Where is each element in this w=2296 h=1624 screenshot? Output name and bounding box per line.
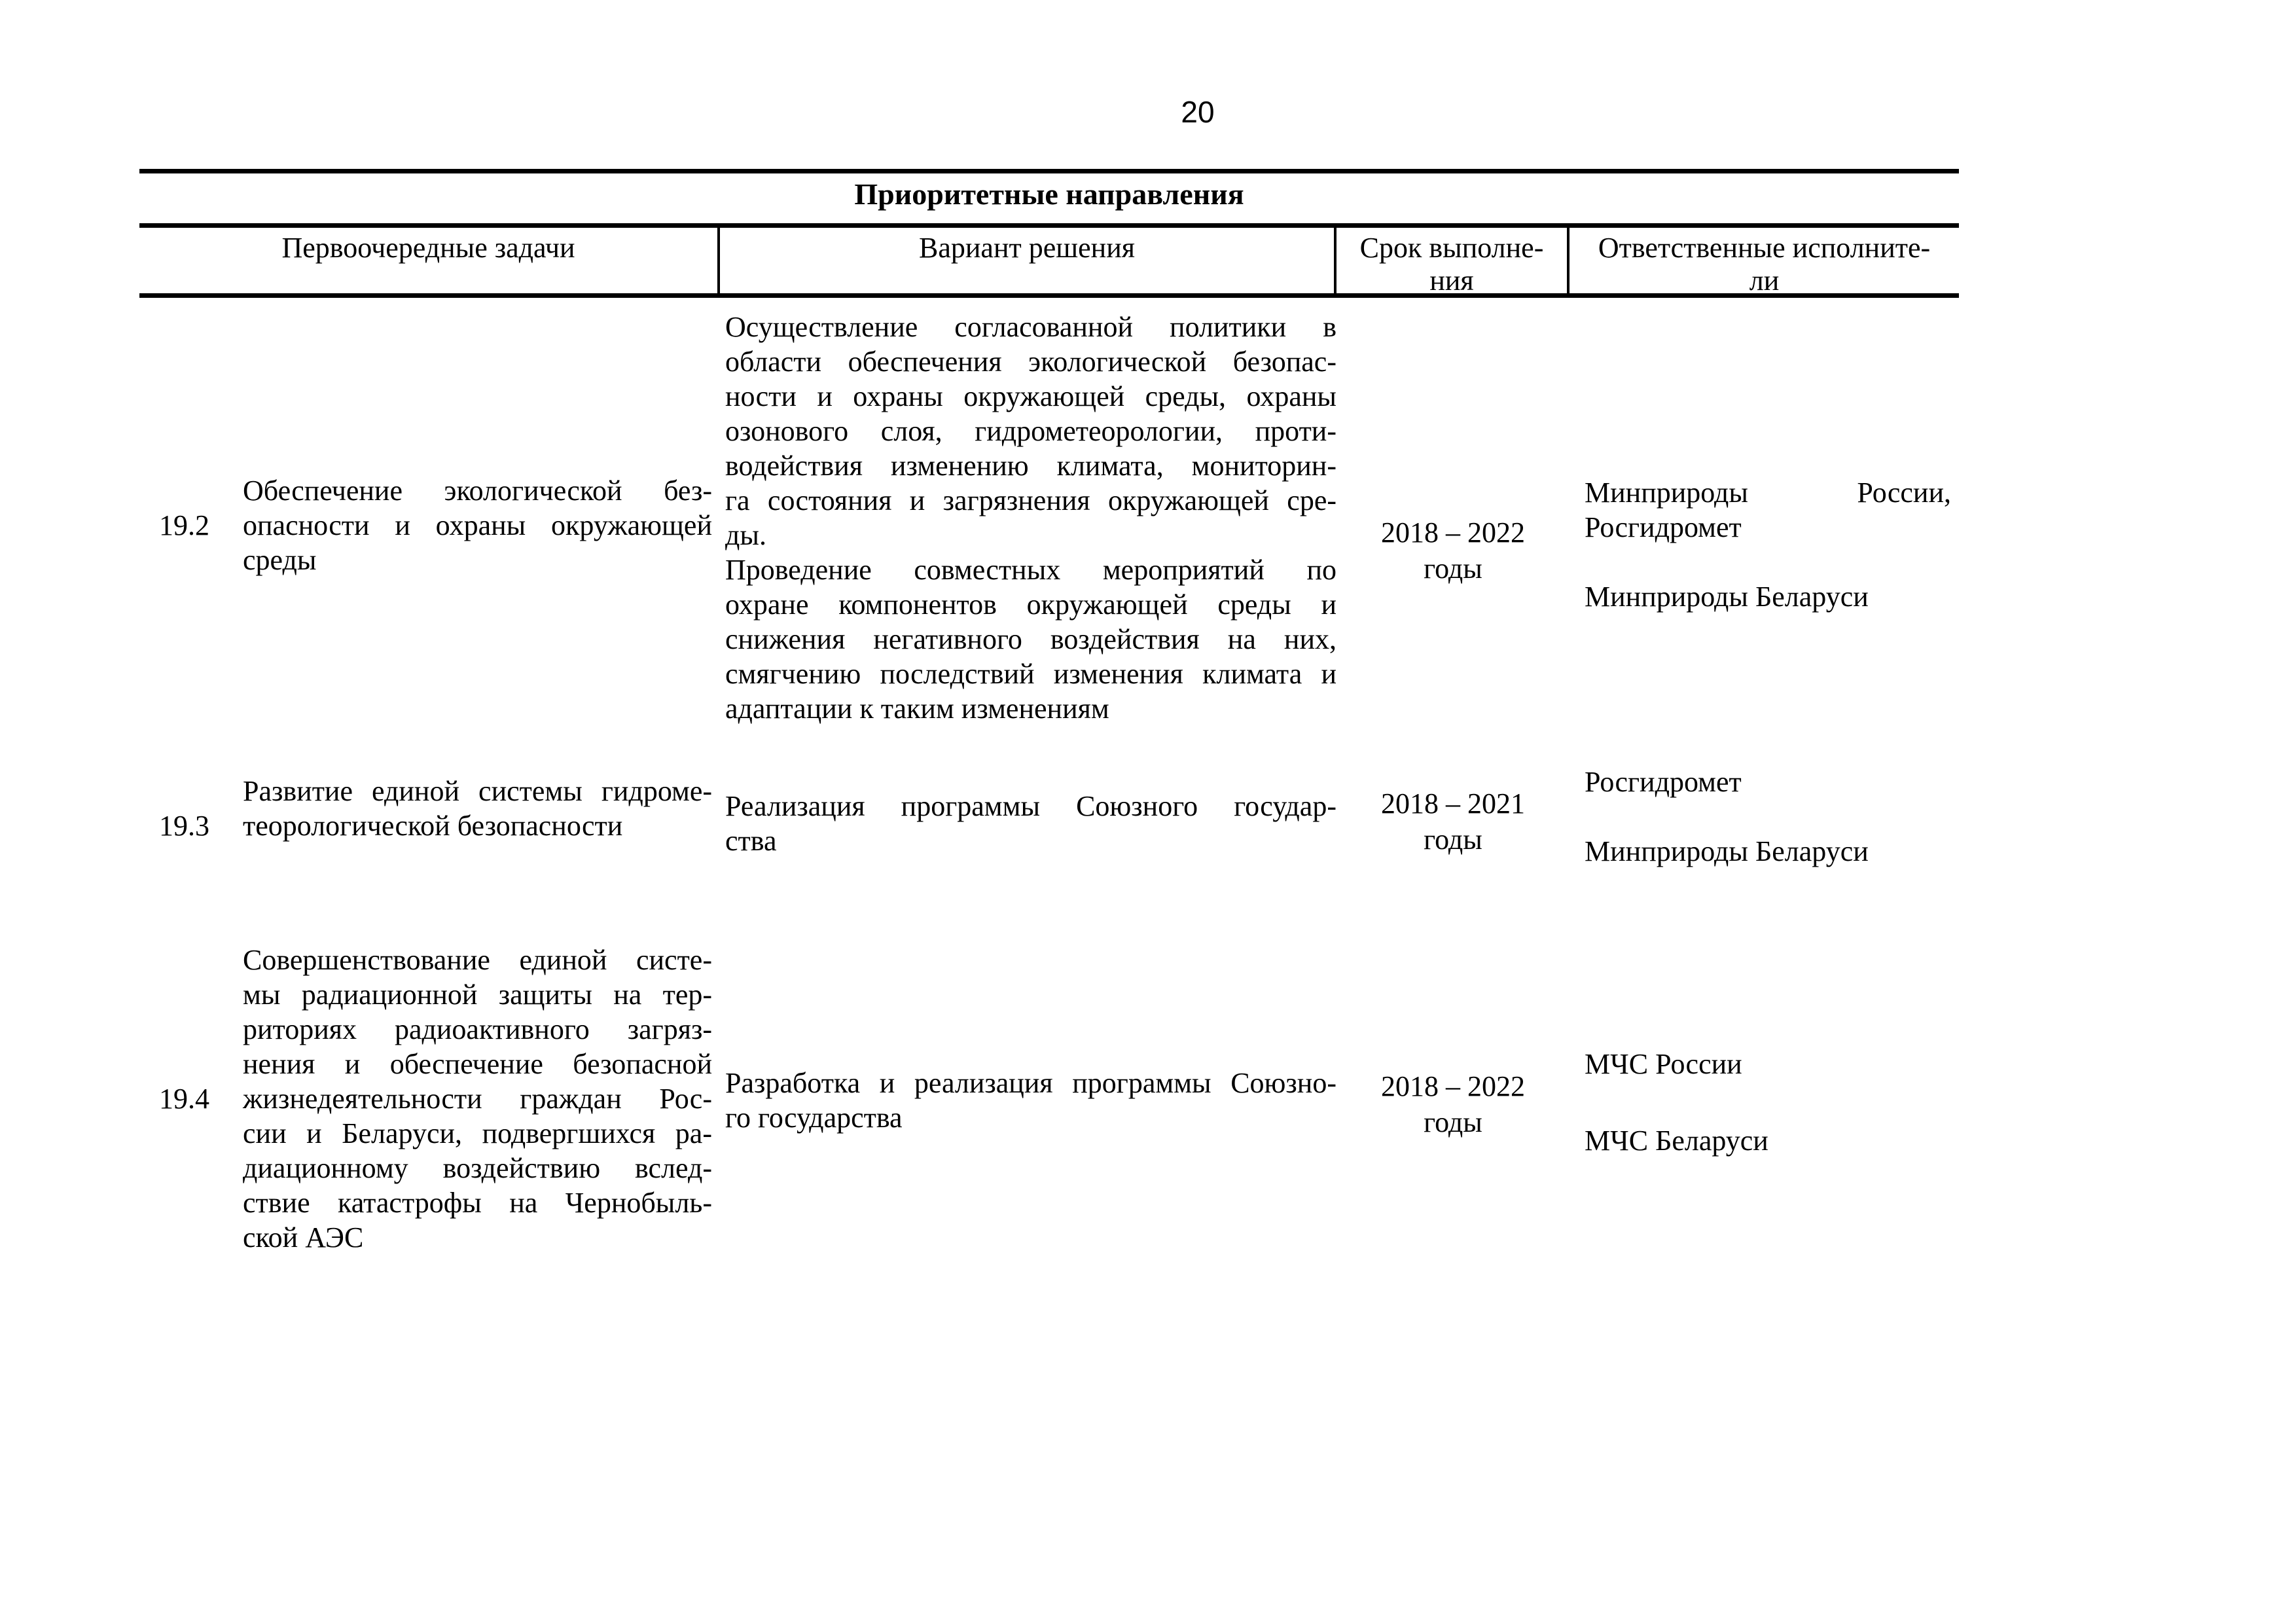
row-19-4-solution-cell [725,1066,1336,1135]
text-line: мы радиационной защиты на тер- [243,979,712,1011]
text-line: адаптации к таким изменениям [725,693,1109,725]
page-number: 20 [1181,95,1215,129]
text-line: Минприроды Беларуси [1585,581,1869,613]
header-label-executors-line2: ли [1749,264,1780,297]
text-line: го государства [725,1102,903,1134]
text-line: МЧС России [1585,1048,1742,1080]
header-cell-term [1336,228,1570,297]
text-line: диационному воздействию вслед- [243,1152,712,1184]
text-line: годы [1424,1106,1482,1138]
header-cell-executors [1570,228,1959,297]
text-line: смягчению последствий изменения климата и [725,658,1336,690]
text-line: озонового слоя, гидрометеорологии, проти- [725,415,1336,447]
text-line: снижения негативного воздействия на них, [725,623,1336,655]
row-19-3-number: 19.3 [159,810,209,842]
text-line: 2018 – 2021 [1381,787,1525,820]
text-line: ствие катастрофы на Чернобыль- [243,1187,712,1219]
row-19-4-term-cell [1336,1068,1570,1140]
text-line: годы [1424,552,1482,585]
header-label-tasks: Первоочередные задачи [281,232,575,264]
text-line: сии и Беларуси, подвергшихся ра- [243,1117,712,1149]
text-line: Осуществление согласованной политики в [725,311,1336,343]
text-line: среды [243,544,317,576]
row-19-3-solution-cell [725,789,1336,858]
text-line: опасности и охраны окружающей [243,509,712,541]
header-cell-solution [720,228,1336,293]
header-label-term-line1: Срок выполне- [1359,232,1544,264]
text-line: МЧС Беларуси [1585,1125,1768,1157]
text-line: охране компонентов окружающей среды и [725,588,1336,621]
table-header-row [139,223,1959,298]
top-rule [139,169,1959,173]
text-line: га состояния и загрязнения окружающей сре- [725,484,1336,516]
row-19-2-solution-cell [725,310,1336,726]
text-line: ской АЭС [243,1221,364,1254]
text-line: 2018 – 2022 [1381,1070,1525,1102]
header-label-solution: Вариант решения [919,232,1135,264]
table-title: Приоритетные направления [854,177,1244,211]
text-line: годы [1424,823,1482,856]
text-line: нения и обеспечение безопасной [243,1048,712,1080]
text-line: ства [725,825,777,857]
header-label-term-line2: ния [1429,264,1474,297]
text-line: области обеспечения экологической безопас- [725,346,1336,378]
text-line: Обеспечение экологической без- [243,475,712,507]
text-line: Росгидромет [1585,511,1742,543]
text-line: Развитие единой системы гидроме- [243,775,712,807]
text-line: теорологической безопасности [243,810,623,842]
header-label-executors-line1: Ответственные исполните- [1598,232,1931,264]
row-19-4-executors-cell [1585,1047,1951,1158]
text-line: Минприроды Беларуси [1585,835,1869,867]
text-line: риториях радиоактивного загряз- [243,1013,712,1045]
text-line: Росгидромет [1585,766,1742,798]
text-line: жизнедеятельности граждан Рос- [243,1083,712,1115]
row-19-2-task-cell [243,473,712,577]
row-19-2-number: 19.2 [159,509,209,541]
header-cell-tasks [139,228,720,293]
text-line: 2018 – 2022 [1381,516,1525,549]
text-line: Минприроды России, [1585,477,1951,509]
text-line: ды. [725,519,766,551]
text-line: Реализация программы Союзного государ- [725,790,1336,822]
text-line: Проведение совместных мероприятий по [725,554,1336,586]
row-19-2-executors-cell [1585,475,1951,614]
row-19-4-number: 19.4 [159,1083,209,1115]
text-line: Разработка и реализация программы Союзно- [725,1067,1336,1099]
row-19-3-term-cell [1336,785,1570,857]
row-19-2-term-cell [1336,514,1570,586]
row-19-3-task-cell [243,774,712,843]
text-line: ности и охраны окружающей среды, охраны [725,380,1336,412]
text-line: Совершенствование единой систе- [243,944,712,976]
row-19-4-task-cell [243,943,712,1255]
text-line: водействия изменению климата, мониторин- [725,450,1336,482]
row-19-3-executors-cell [1585,765,1951,869]
